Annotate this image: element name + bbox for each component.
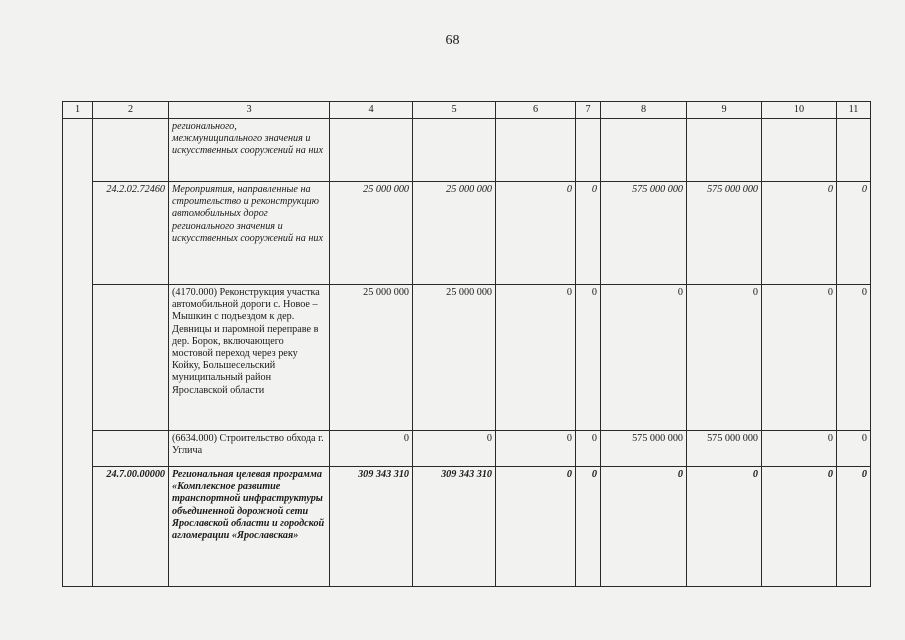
header-cell: 5: [413, 102, 496, 119]
header-cell: 9: [687, 102, 762, 119]
table-row: [63, 467, 871, 587]
header-cell: 8: [601, 102, 687, 119]
value-cell: 0: [601, 285, 687, 431]
value-cell: [576, 119, 601, 182]
header-cell: 7: [576, 102, 601, 119]
value-cell: [687, 119, 762, 182]
value-cell: 0: [687, 467, 762, 587]
code-cell: 24.2.02.72460: [93, 182, 169, 285]
value-cell: 25 000 000: [413, 182, 496, 285]
value-cell: 25 000 000: [413, 285, 496, 431]
header-cell: 10: [762, 102, 837, 119]
value-cell: 0: [576, 285, 601, 431]
code-cell: [93, 285, 169, 431]
value-cell: 309 343 310: [413, 467, 496, 587]
value-cell: 0: [762, 182, 837, 285]
name-cell: (6634.000) Строительство обхода г. Углича: [169, 431, 330, 467]
value-cell: 0: [762, 467, 837, 587]
table-row: [63, 182, 871, 285]
code-cell: [93, 431, 169, 467]
value-cell: 0: [576, 431, 601, 467]
budget-table: [62, 101, 871, 587]
value-cell: [601, 119, 687, 182]
value-cell: 25 000 000: [330, 285, 413, 431]
header-cell: 6: [496, 102, 576, 119]
header-cell: 2: [93, 102, 169, 119]
value-cell: [330, 119, 413, 182]
name-cell: (4170.000) Реконструкция участка автомобильной дороги с. Новое – Мышкин с подъездом к дер. Девницы и паромной переправе в дер. Борок, включающего мостовой переход через реку Койку, Большесельский муниципальный район Ярославской области: [169, 285, 330, 431]
value-cell: 0: [837, 431, 871, 467]
value-cell: 0: [496, 182, 576, 285]
code-cell: [93, 119, 169, 182]
value-cell: 0: [762, 285, 837, 431]
row-index-cell: [63, 119, 93, 587]
table-row: [63, 285, 871, 431]
header-cell: 1: [63, 102, 93, 119]
page-number: 68: [445, 33, 460, 48]
value-cell: 0: [762, 431, 837, 467]
table-row: [63, 431, 871, 467]
value-cell: 0: [837, 467, 871, 587]
header-cell: 4: [330, 102, 413, 119]
value-cell: 309 343 310: [330, 467, 413, 587]
value-cell: 0: [576, 467, 601, 587]
value-cell: 0: [576, 182, 601, 285]
value-cell: [762, 119, 837, 182]
value-cell: 0: [496, 431, 576, 467]
header-row: [63, 102, 871, 119]
value-cell: 0: [496, 467, 576, 587]
value-cell: [413, 119, 496, 182]
value-cell: 575 000 000: [601, 182, 687, 285]
code-cell: 24.7.00.00000: [93, 467, 169, 587]
value-cell: 0: [601, 467, 687, 587]
value-cell: 575 000 000: [687, 431, 762, 467]
value-cell: [837, 119, 871, 182]
header-cell: 11: [837, 102, 871, 119]
value-cell: 0: [413, 431, 496, 467]
table-row: [63, 119, 871, 182]
name-cell: Мероприятия, направленные на строительство и реконструкцию автомобильных дорог регионального значения и искусственных сооружений на них: [169, 182, 330, 285]
value-cell: 575 000 000: [601, 431, 687, 467]
value-cell: 0: [496, 285, 576, 431]
value-cell: 575 000 000: [687, 182, 762, 285]
value-cell: 0: [837, 285, 871, 431]
value-cell: 0: [330, 431, 413, 467]
value-cell: 0: [687, 285, 762, 431]
value-cell: [496, 119, 576, 182]
header-cell: 3: [169, 102, 330, 119]
value-cell: 0: [837, 182, 871, 285]
name-cell: регионального, межмуниципального значения и искусственных сооружений на них: [169, 119, 330, 182]
value-cell: 25 000 000: [330, 182, 413, 285]
name-cell: Региональная целевая программа «Комплексное развитие транспортной инфраструктуры объединенной дорожной сети Ярославской области и городской агломерации «Ярославская»: [169, 467, 330, 587]
